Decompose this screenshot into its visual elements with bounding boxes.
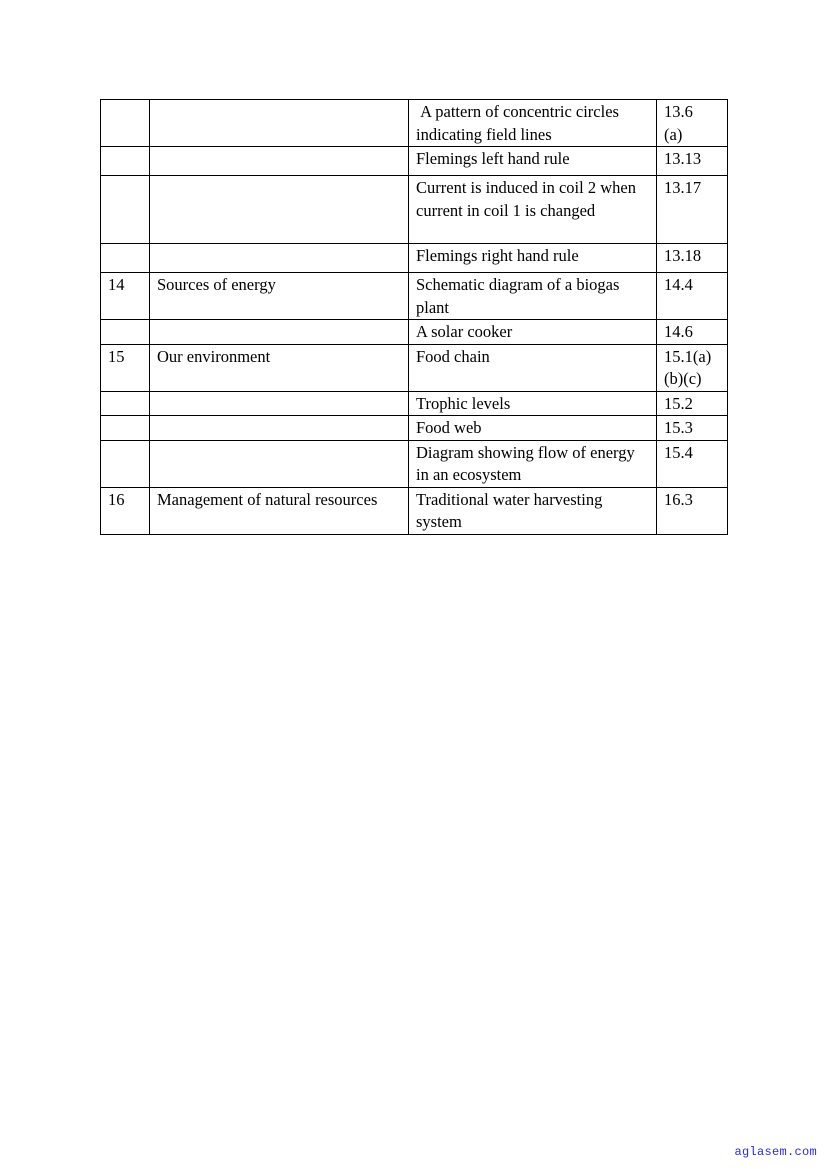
table-row (101, 344, 728, 391)
table-row (101, 244, 728, 273)
chapter-name-cell (150, 147, 409, 176)
chapter-name-cell (150, 176, 409, 244)
chapter-name-cell (150, 244, 409, 273)
table-row (101, 147, 728, 176)
diagram-description-cell: Traditional water harvesting system (409, 487, 657, 534)
figure-number-cell: 15.2 (657, 391, 728, 416)
table-row (101, 100, 728, 147)
figure-number-cell: 16.3 (657, 487, 728, 534)
chapter-number-cell (101, 416, 150, 441)
chapter-name-cell: Our environment (150, 344, 409, 391)
diagram-description-cell: Trophic levels (409, 391, 657, 416)
table-row (101, 416, 728, 441)
chapter-number-cell (101, 391, 150, 416)
diagram-description-cell: Diagram showing flow of energy in an ecosystem (409, 440, 657, 487)
figure-number-cell: 14.4 (657, 273, 728, 320)
chapter-number-cell (101, 320, 150, 345)
chapter-number-cell: 15 (101, 344, 150, 391)
chapter-number-cell (101, 440, 150, 487)
table-row (101, 487, 728, 534)
table-row (101, 176, 728, 244)
chapter-number-cell (101, 100, 150, 147)
table-row (101, 273, 728, 320)
watermark-text: aglasem.com (734, 1145, 817, 1159)
figure-number-cell: 15.4 (657, 440, 728, 487)
table-row (101, 440, 728, 487)
chapter-name-cell (150, 320, 409, 345)
figure-number-cell: 13.18 (657, 244, 728, 273)
diagram-description-cell: A solar cooker (409, 320, 657, 345)
table-row (101, 391, 728, 416)
diagram-description-cell: A pattern of concentric circles indicating field lines (409, 100, 657, 147)
table-body (101, 100, 728, 535)
figure-number-cell: 13.13 (657, 147, 728, 176)
diagram-description-cell: Food web (409, 416, 657, 441)
chapter-number-cell: 16 (101, 487, 150, 534)
figure-number-cell: 13.6 (a) (657, 100, 728, 147)
chapter-name-cell (150, 391, 409, 416)
figure-number-cell: 15.1(a)(b)(c) (657, 344, 728, 391)
chapter-name-cell (150, 100, 409, 147)
chapter-name-cell (150, 440, 409, 487)
chapter-number-cell (101, 244, 150, 273)
figure-number-cell: 14.6 (657, 320, 728, 345)
diagram-list-table (100, 99, 728, 535)
figure-number-cell: 13.17 (657, 176, 728, 244)
chapter-number-cell (101, 176, 150, 244)
diagram-description-cell: Schematic diagram of a biogas plant (409, 273, 657, 320)
figure-number-cell: 15.3 (657, 416, 728, 441)
chapter-number-cell: 14 (101, 273, 150, 320)
diagram-description-cell: Current is induced in coil 2 when current in coil 1 is changed (409, 176, 657, 244)
table-row (101, 320, 728, 345)
diagram-description-cell: Flemings left hand rule (409, 147, 657, 176)
chapter-name-cell (150, 416, 409, 441)
chapter-name-cell: Sources of energy (150, 273, 409, 320)
diagram-description-cell: Flemings right hand rule (409, 244, 657, 273)
diagram-description-cell: Food chain (409, 344, 657, 391)
chapter-name-cell: Management of natural resources (150, 487, 409, 534)
chapter-number-cell (101, 147, 150, 176)
